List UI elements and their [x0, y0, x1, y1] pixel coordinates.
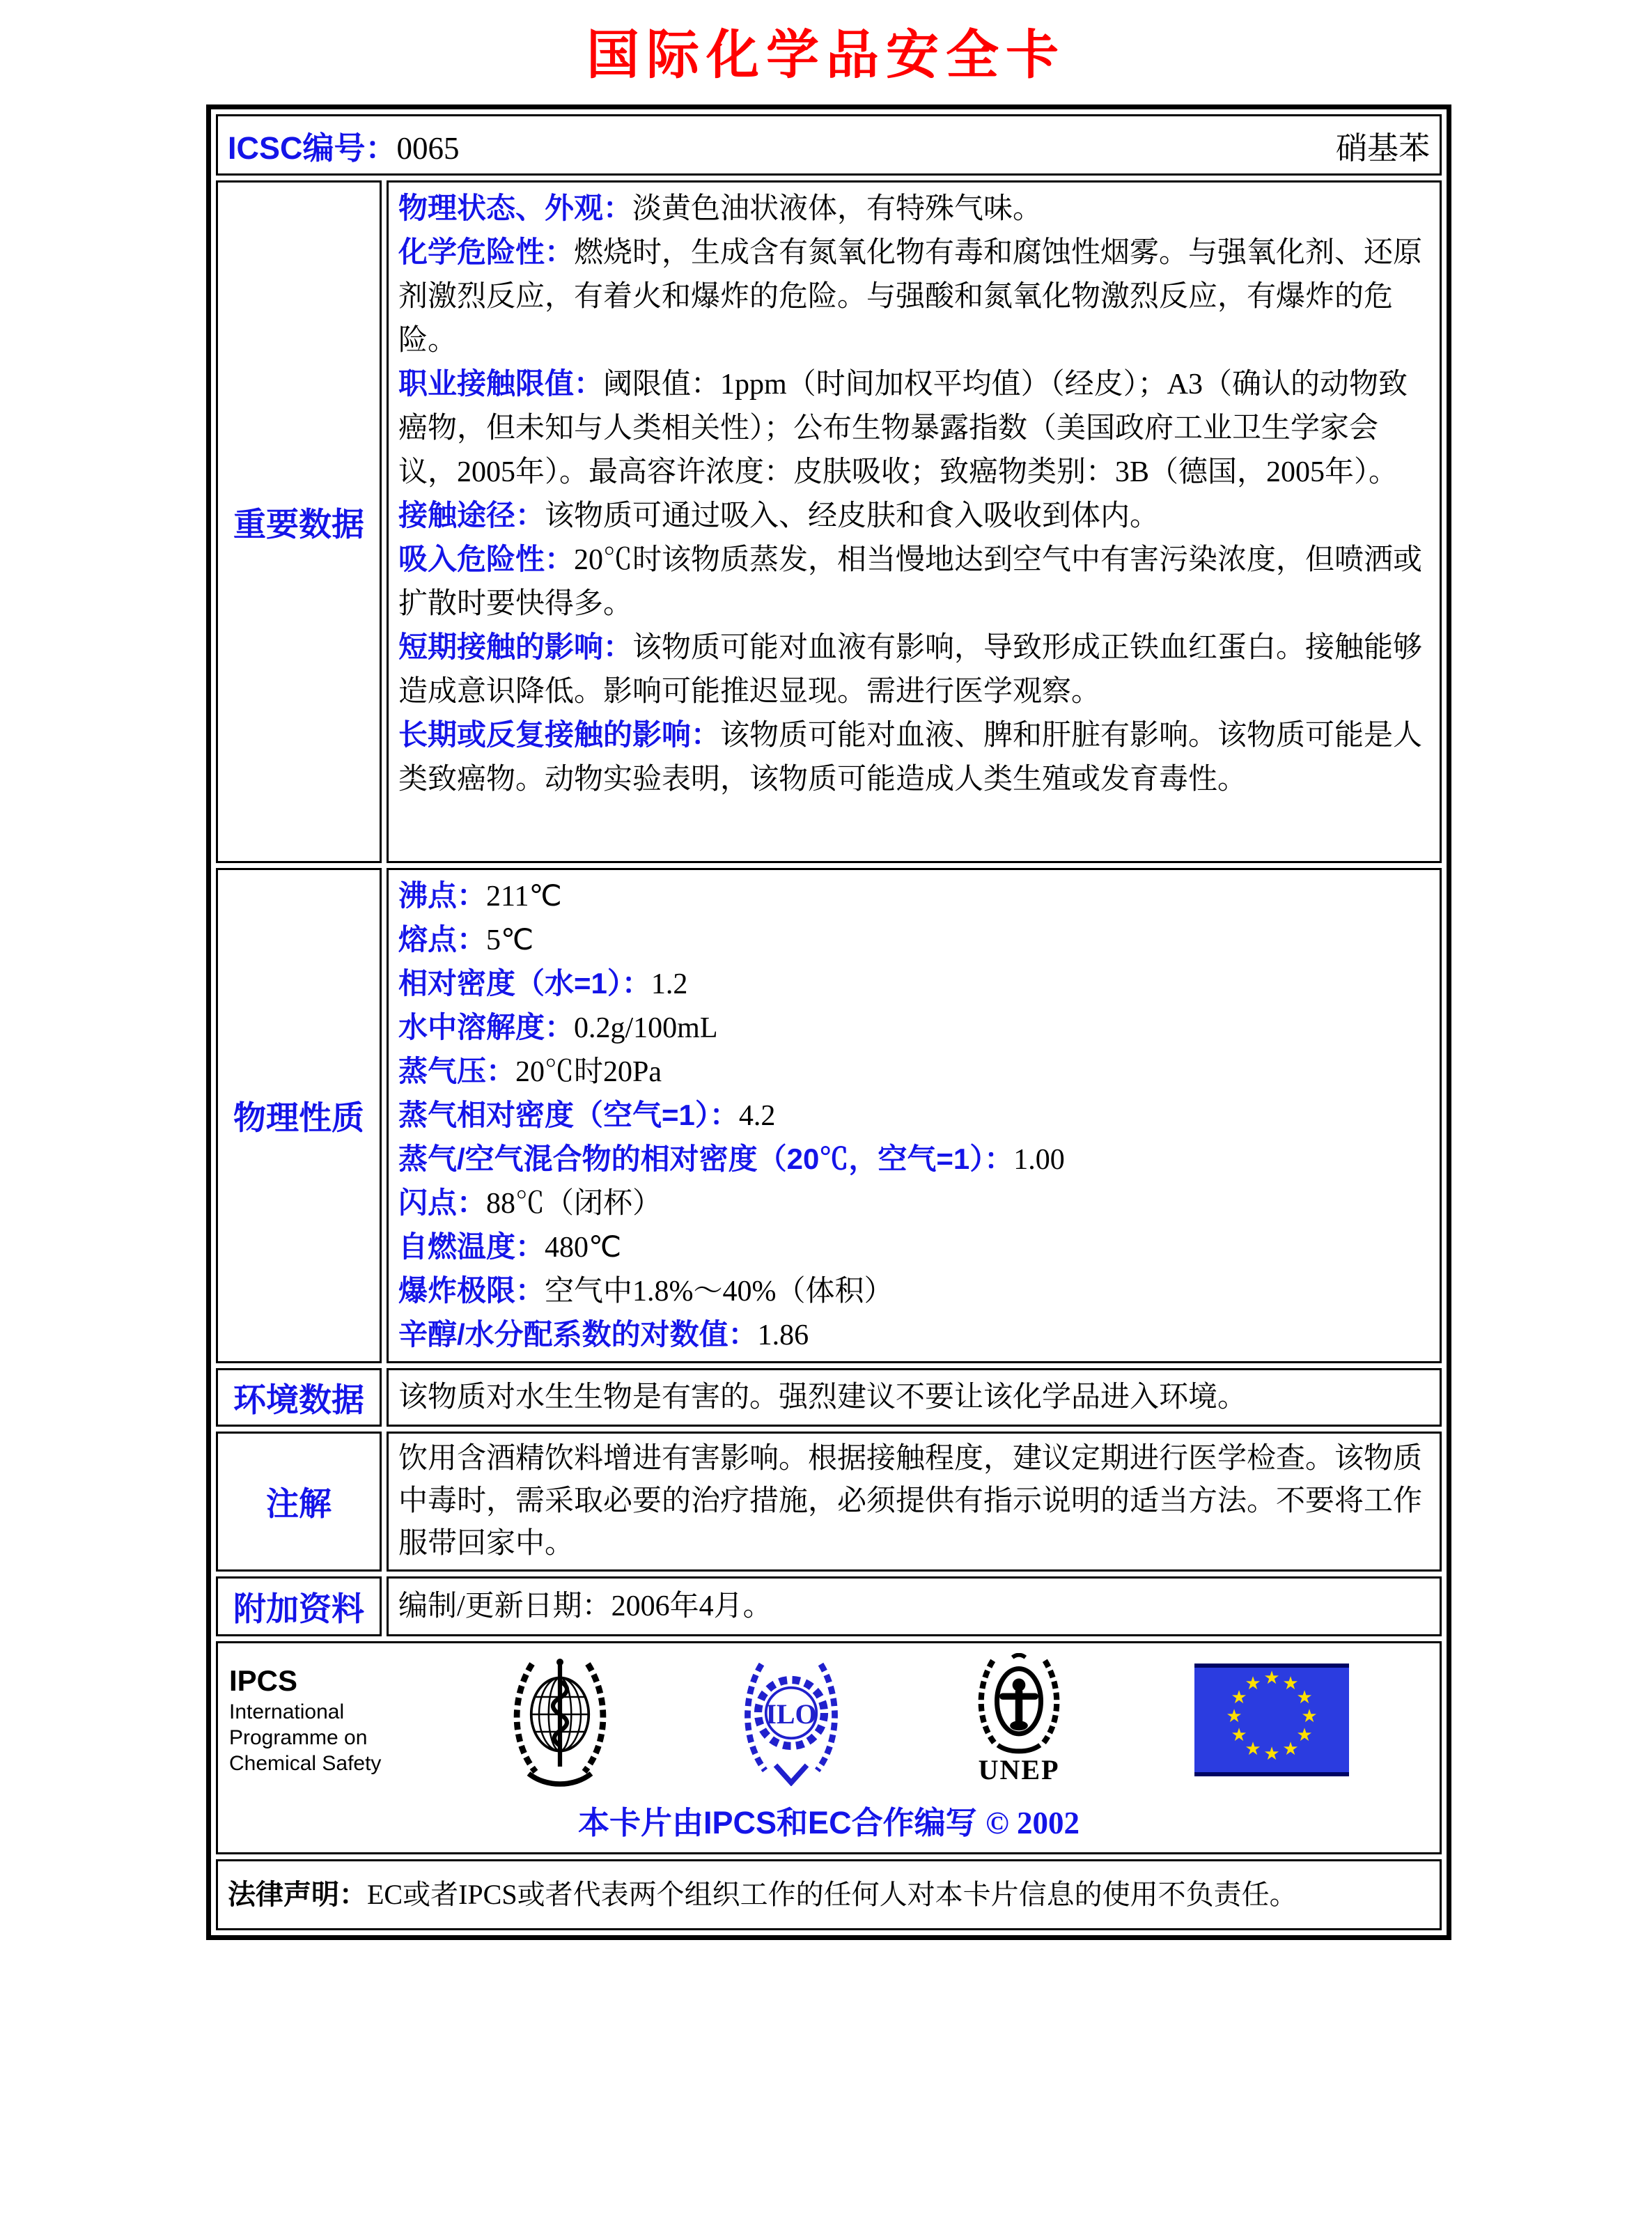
svg-text:ILO: ILO [765, 1698, 817, 1730]
svg-text:★: ★ [1245, 1738, 1261, 1759]
additional-info-content: 编制/更新日期：2006年4月。 [387, 1576, 1442, 1636]
unep-emblem-icon [970, 1653, 1068, 1758]
section-label-additional-info: 附加资料 [216, 1576, 382, 1636]
svg-text:★: ★ [1231, 1724, 1247, 1745]
important-data-item: 职业接触限值：阈限值：1ppm（时间加权平均值）（经皮）；A3（确认的动物致癌物，但未知与人类相关性）；公布生物暴露指数（美国政府工业卫生学家会议，2005年）。最高容许浓度：皮肤吸收；致癌物类别：3B（德国，2005年）。 [398, 367, 1408, 488]
environmental-data-content: 该物质对水生生物是有害的。强烈建议不要让该化学品进入环境。 [387, 1368, 1442, 1427]
important-data-content [387, 180, 1442, 863]
header-row [216, 114, 1442, 176]
ipcs-text-block: IPCS International Programme on Chemical Safety [229, 1664, 382, 1775]
important-data-item: 化学危险性：燃烧时，生成含有氮氧化物有毒和腐蚀性烟雾。与强氧化剂、还原剂激烈反应，有着火和爆炸的危险。与强酸和氮氧化物激烈反应，有爆炸的危险。 [398, 235, 1423, 357]
icsc-card-table [206, 104, 1451, 1940]
notes-row [216, 1432, 1442, 1572]
section-label-important-data: 重要数据 [216, 180, 382, 863]
physical-property-item: 辛醇/水分配系数的对数值：1.86 [398, 1318, 809, 1351]
svg-text:★: ★ [1282, 1738, 1299, 1759]
svg-text:★: ★ [1282, 1673, 1299, 1693]
important-data-item: 接触途径：该物质可通过吸入、经皮肤和食入吸收到体内。 [398, 499, 1160, 532]
physical-property-item: 闪点：88℃（闭杯） [398, 1186, 662, 1220]
ilo-emblem-icon [739, 1654, 843, 1786]
cooperation-caption: 本卡片由IPCS和EC合作编写 © 2002 [578, 1805, 1080, 1840]
important-data-item: 吸入危险性：20℃时该物质蒸发，相当慢地达到空气中有害污染浓度，但喷洒或扩散时要快得多。 [398, 543, 1423, 620]
important-data-item: 物理状态、外观：淡黄色油状液体，有特殊气味。 [398, 192, 1043, 225]
section-label-environmental-data: 环境数据 [216, 1368, 382, 1427]
who-emblem-icon [508, 1652, 612, 1787]
physical-property-item: 沸点：211℃ [398, 879, 562, 913]
icsc-number-group [228, 123, 460, 168]
svg-text:★: ★ [1263, 1667, 1280, 1688]
icsc-number-value: 0065 [396, 130, 460, 166]
svg-text:★: ★ [1245, 1673, 1261, 1693]
additional-info-row [216, 1576, 1442, 1636]
important-data-item: 短期接触的影响：该物质可能对血液有影响，导致形成正铁血红蛋白。接触能够造成意识降低。影响可能推迟显现。需进行医学观察。 [398, 630, 1423, 708]
physical-property-item: 相对密度（水=1）：1.2 [398, 967, 688, 1000]
svg-text:★: ★ [1296, 1686, 1313, 1707]
svg-text:★: ★ [1301, 1705, 1318, 1726]
physical-property-item: 爆炸极限：空气中1.8%～40%（体积） [398, 1274, 894, 1308]
legal-text: EC或者IPCS或者代表两个组织工作的任何人对本卡片信息的使用不负责任。 [367, 1879, 1298, 1910]
icsc-number-label: ICSC编号： [228, 130, 397, 166]
physical-properties-content [387, 868, 1442, 1363]
logos-row [216, 1641, 1442, 1854]
section-label-notes: 注解 [216, 1432, 382, 1572]
physical-properties-row [216, 868, 1442, 1363]
section-label-physical-properties: 物理性质 [216, 868, 382, 1363]
svg-text:★: ★ [1263, 1743, 1280, 1764]
chemical-name: 硝基苯 [1335, 130, 1430, 166]
header-cell [216, 114, 1442, 176]
unep-logo-block [970, 1653, 1068, 1786]
legal-cell [216, 1859, 1442, 1930]
eu-flag-icon [1194, 1663, 1349, 1776]
physical-property-item: 蒸气/空气混合物的相对密度（20℃，空气=1）：1.00 [398, 1142, 1065, 1176]
unep-wordmark: UNEP [978, 1754, 1060, 1785]
physical-property-item: 蒸气相对密度（空气=1）：4.2 [398, 1099, 776, 1132]
physical-property-item: 熔点：5℃ [398, 923, 534, 956]
ipcs-name: IPCS [229, 1664, 298, 1697]
logos-cell [216, 1641, 1442, 1854]
legal-label: 法律声明： [228, 1879, 367, 1910]
svg-text:★: ★ [1296, 1724, 1313, 1745]
physical-property-item: 水中溶解度：0.2g/100mL [398, 1011, 718, 1044]
notes-content: 饮用含酒精饮料增进有害影响。根据接触程度，建议定期进行医学检查。该物质中毒时，需采取必要的治疗措施，必须提供有指示说明的适当方法。不要将工作服带回家中。 [387, 1432, 1442, 1572]
logo-strip [218, 1649, 1440, 1787]
svg-text:★: ★ [1231, 1686, 1247, 1707]
legal-row [216, 1859, 1442, 1930]
physical-property-item: 蒸气压：20℃时20Pa [398, 1055, 662, 1088]
svg-text:★: ★ [1226, 1705, 1242, 1726]
page-title: 国际化学品安全卡 [586, 26, 1066, 85]
physical-property-item: 自燃温度：480℃ [398, 1230, 622, 1264]
important-data-item: 长期或反复接触的影响：该物质可能对血液、脾和肝脏有影响。该物质可能是人类致癌物。动物实验表明，该物质可能造成人类生殖或发育毒性。 [398, 718, 1423, 796]
important-data-row [216, 180, 1442, 863]
environmental-data-row [216, 1368, 1442, 1427]
